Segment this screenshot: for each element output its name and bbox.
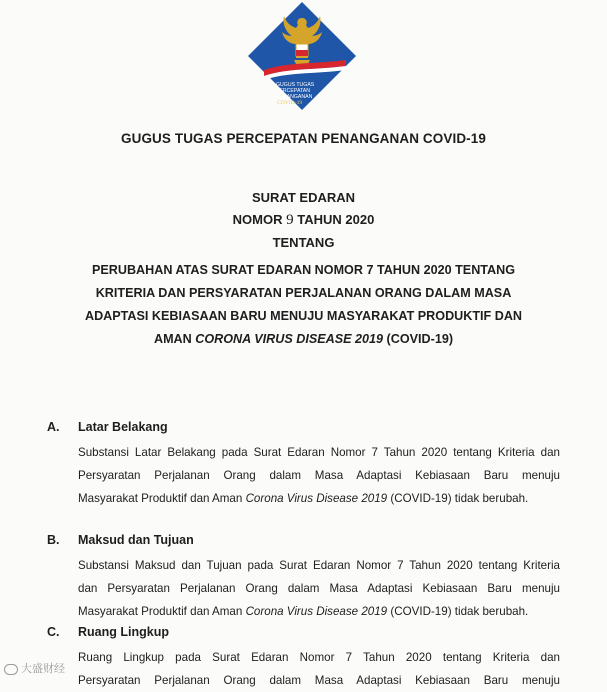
covid19-task-force-logo — [246, 0, 358, 110]
svg-text:PERCEPATAN: PERCEPATAN — [276, 88, 311, 94]
section-b-body — [78, 554, 560, 623]
section-a-title: Latar Belakang — [78, 420, 168, 434]
document-subject — [46, 259, 561, 351]
body-line: Persyaratan Perjalanan Orang dalam Masa Adaptasi Kebiasaan Baru menuju — [78, 674, 560, 687]
body-line: Masyarakat Produktif dan Aman Corona Virus Disease 2019 (COVID-19) tidak berubah. — [78, 605, 529, 618]
subject-line: PERUBAHAN ATAS SURAT EDARAN NOMOR 7 TAHUN 2020 TENTANG — [91, 263, 516, 277]
section-b-letter: B. — [47, 533, 60, 547]
doc-number-value: 9 — [286, 212, 294, 228]
section-c-body — [78, 646, 560, 692]
section-c-letter: C. — [47, 625, 60, 639]
section-b-title: Maksud dan Tujuan — [78, 533, 194, 547]
body-line: dan Persyaratan Perjalanan Orang dalam Masa Adaptasi Kebiasaan Baru menuju — [78, 582, 560, 595]
svg-text:COVID-19: COVID-19 — [277, 100, 303, 106]
subject-line: ADAPTASI KEBIASAAN BARU MENUJU MASYARAKAT PRODUKTIF DAN — [84, 309, 523, 323]
section-c-title: Ruang Lingkup — [78, 625, 169, 639]
section-a-body — [78, 441, 560, 510]
doc-type-title: SURAT EDARAN — [251, 190, 356, 205]
agency-name: GUGUS TUGAS PERCEPATAN PENANGANAN COVID-19 — [121, 131, 486, 146]
tentang-label: TENTANG — [272, 235, 335, 250]
body-line: Substansi Maksud dan Tujuan pada Surat Edaran Nomor 7 Tahun 2020 tentang Kriteria — [78, 559, 560, 572]
body-line: Ruang Lingkup pada Surat Edaran Nomor 7 Tahun 2020 tentang Kriteria dan — [78, 651, 560, 664]
body-line: Persyaratan Perjalanan Orang dalam Masa Adaptasi Kebiasaan Baru menuju — [78, 469, 560, 482]
svg-text:PENANGANAN: PENANGANAN — [276, 94, 313, 100]
subject-line: KRITERIA DAN PERSYARATAN PERJALANAN ORANG DALAM MASA — [95, 286, 512, 300]
weibo-icon — [4, 664, 18, 675]
watermark: 大盛财经 — [4, 660, 65, 676]
svg-text:GUGUS TUGAS: GUGUS TUGAS — [276, 82, 315, 88]
subject-line: AMAN CORONA VIRUS DISEASE 2019 (COVID-19) — [153, 332, 454, 346]
body-line: Masyarakat Produktif dan Aman Corona Virus Disease 2019 (COVID-19) tidak berubah. — [78, 492, 529, 505]
body-line: Substansi Latar Belakang pada Surat Edaran Nomor 7 Tahun 2020 tentang Kriteria dan — [78, 446, 560, 459]
doc-number: NOMOR 9 TAHUN 2020 — [232, 212, 375, 228]
section-a-letter: A. — [47, 420, 60, 434]
